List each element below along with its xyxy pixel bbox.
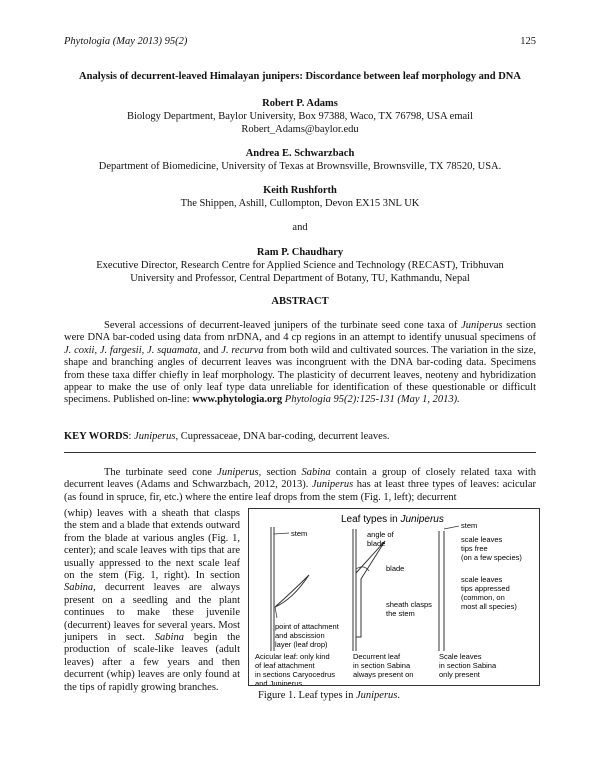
author-name: Andrea E. Schwarzbach xyxy=(245,148,355,159)
caption-acicular: Acicular leaf: only kind xyxy=(255,652,330,661)
label-stem: stem xyxy=(461,521,478,530)
label-angle: blade xyxy=(367,539,386,548)
label-blade: blade xyxy=(386,564,405,573)
label-attachment: point of attachment xyxy=(275,622,339,631)
body-paragraph: The turbinate seed cone Juniperus, section Sabina contain a group of closely related taxa with decurrent leaves (Adams and Schwarzbach, 2012, 2013). Juniperus has at least three types of leaves: acicular (as found in spruce, fir, etc.) where the entire leaf drops from the stem (Fig. 1, left); decurrent xyxy=(64,467,536,503)
attachment-pointer xyxy=(275,607,277,618)
author-affiliation: Department of Biomedicine, University of Texas at Brownsville, Brownsville, TX 78520, USA. xyxy=(98,161,502,172)
stem-pointer xyxy=(274,533,289,534)
label-scale-free: scale leaves xyxy=(461,535,503,544)
figure-caption: Figure 1. Leaf types in Juniperus. xyxy=(258,690,401,701)
caption-decurrent: in section Sabina xyxy=(353,661,411,670)
decurrent-leaf-shape xyxy=(356,541,385,637)
label-attachment: and abscission xyxy=(275,631,325,640)
label-sheath: the stem xyxy=(386,609,415,618)
author-name: Ram P. Chaudhary xyxy=(256,247,344,258)
author-affiliation-cont: University and Professor, Central Department of Botany, TU, Kathmandu, Nepal xyxy=(130,273,470,284)
journal-url-link[interactable]: www.phytologia.org xyxy=(192,394,283,406)
label-stem: stem xyxy=(291,529,308,538)
caption-scale: only present xyxy=(439,670,480,679)
label-scale-appressed: tips appressed xyxy=(461,584,510,593)
journal-header: Phytologia (May 2013) 95(2) xyxy=(64,36,188,47)
section-divider xyxy=(64,452,536,453)
label-scale-appressed: scale leaves xyxy=(461,575,503,584)
and-separator: and xyxy=(292,222,308,233)
caption-acicular: in sections Caryocedrus xyxy=(255,670,336,679)
caption-scale: in section Sabina xyxy=(439,661,497,670)
caption-scale: Scale leaves xyxy=(439,652,482,661)
label-angle: angle of xyxy=(367,530,394,539)
author-block-4 xyxy=(64,246,536,285)
label-sheath: sheath clasps xyxy=(386,600,432,609)
caption-decurrent: always present on xyxy=(353,670,414,679)
abstract-text: Several accessions of decurrent-leaved junipers of the turbinate seed cone taxa of Juniperus section were DNA bar-coded using data from nrDNA, and 4 cp regions in an attempt to identify unusual specimens of J. coxii, J. fargesii, J. squamata, and J. recurva from both wild and cultivated sources. The variation in the size, shape and branching angles of decurrent leaves was incongruent with the DNA bar-coding data. Specimens from these taxa differ chiefly in leaf morphology. The plasticity of decurrent leaves, neoteny and hybridization appear to make the use of only leaf type data unreliable for identification of these questionable or difficult specimens. Published on-line: www.phytologia.org Phytologia 95(2):125-131 (May 1, 2013). xyxy=(64,320,536,406)
author-name: Keith Rushforth xyxy=(263,185,337,196)
figure-1 xyxy=(248,508,540,686)
label-scale-appressed: most all species) xyxy=(461,602,517,611)
keywords: KEY WORDS: Juniperus, Cupressaceae, DNA bar-coding, decurrent leaves. xyxy=(64,431,390,442)
body-paragraph-wrap: (whip) leaves with a sheath that clasps the stem and a blade that extends outward from the blade at various angles (Fig. 1, center); and scale leaves with tips that are usually appressed to the next scale leaf on the stem (Fig. 1, right). In section Sabina, decurrent leaves are always present on a seedling and the plant continues to make these juvenile (decurrent) leaves for several years. Most junipers in sect. Sabina begin the production of scale-like leaves (adult leaves) after a few years and then decurrent (whip) leaves are only found at the tips of rapidly growing branches. xyxy=(64,508,240,693)
paper-title: Analysis of decurrent-leaved Himalayan junipers: Discordance between leaf morphology and DNA xyxy=(79,71,521,82)
label-scale-free: (on a few species) xyxy=(461,553,522,562)
abstract-heading: ABSTRACT xyxy=(271,296,329,307)
author-name: Robert P. Adams xyxy=(262,98,338,109)
author-block-3 xyxy=(64,184,536,210)
author-affiliation: The Shippen, Ashill, Cullompton, Devon EX15 3NL UK xyxy=(180,198,420,209)
author-email: Robert_Adams@baylor.edu xyxy=(241,124,359,135)
label-attachment: layer (leaf drop) xyxy=(275,640,328,649)
label-scale-appressed: (common, on xyxy=(461,593,505,602)
author-affiliation: Biology Department, Baylor University, Box 97388, Waco, TX 76798, USA email xyxy=(126,111,473,122)
caption-acicular: of leaf attachment xyxy=(255,661,315,670)
stem-pointer xyxy=(444,526,459,529)
caption-acicular: and Juniperus xyxy=(255,679,303,685)
label-scale-free: tips free xyxy=(461,544,488,553)
author-block-2 xyxy=(64,147,536,173)
leaf-types-diagram xyxy=(249,509,539,685)
author-block-1 xyxy=(64,97,536,136)
figure-title: Leaf types in Juniperus xyxy=(341,514,444,525)
caption-decurrent: Decurrent leaf xyxy=(353,652,401,661)
author-affiliation: Executive Director, Research Centre for Applied Science and Technology (RECAST), Tribhuvan xyxy=(96,260,504,271)
page-number: 125 xyxy=(520,36,536,47)
acicular-leaf-shape xyxy=(275,575,309,607)
